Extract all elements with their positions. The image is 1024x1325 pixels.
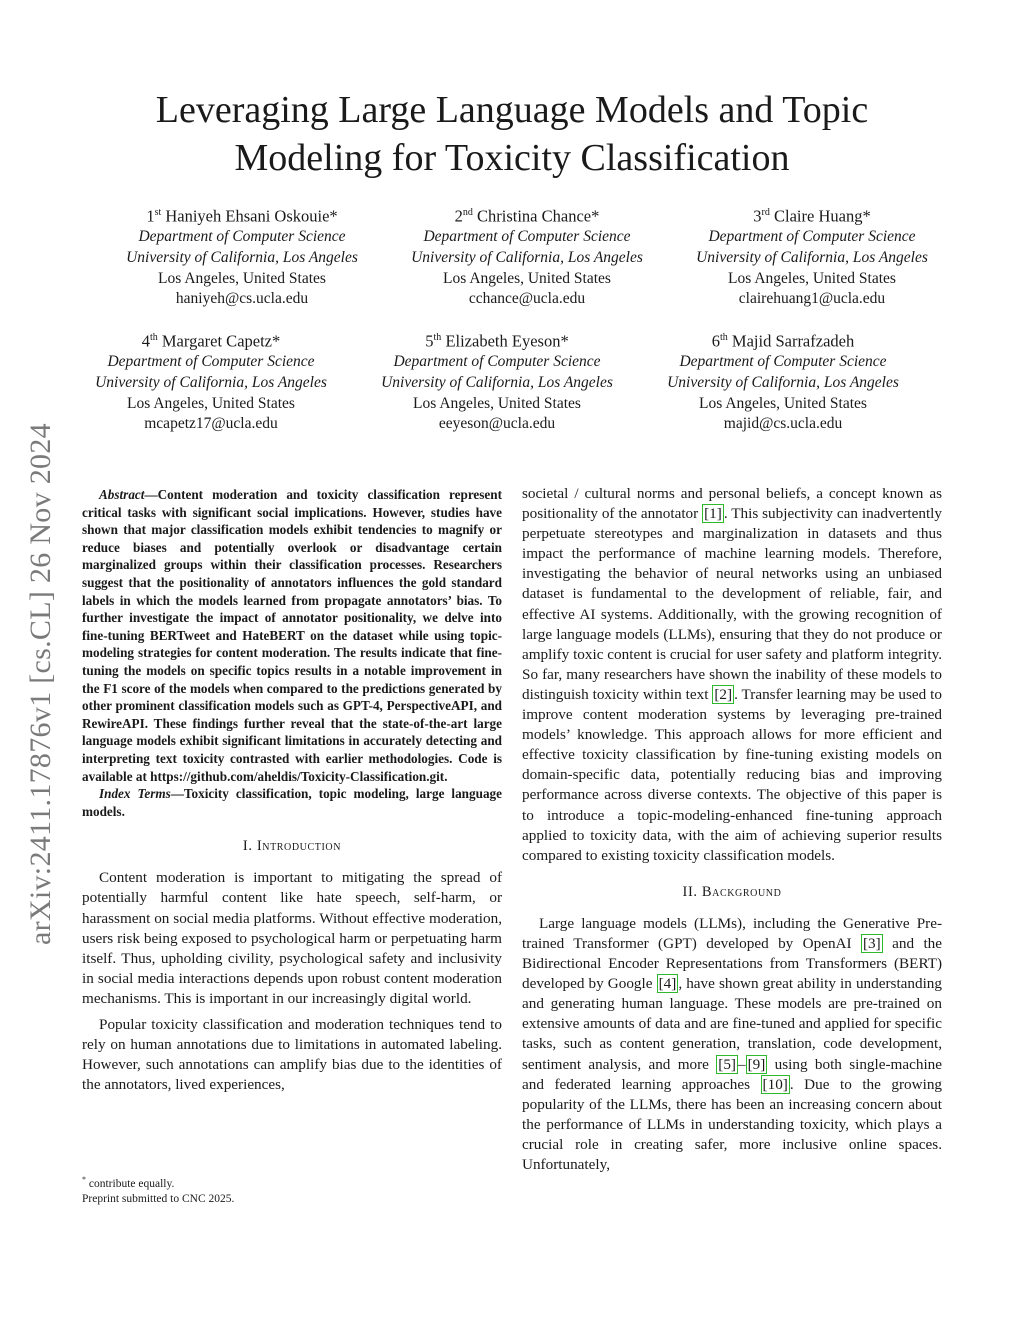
author-email[interactable]: eeyeson@ucla.edu [438,415,556,433]
author-department: Department of Computer Science [138,228,346,246]
background-paragraph: Large language models (LLMs), including the Generative Pre-trained Transformer (GPT) developed by OpenAI [3] and the Bidirectional Encoder Representations from Transformers (BERT) developed by Google [4] , have shown great ability in understanding and generating human language. These models are pre-trained on extensive amounts of data and are fine-tuned and applied for specific tasks, such as content generation, translation, code development, sentiment analysis, and more [5] – [9] using both single-machine and federated learning approaches [10] . Due to the growing popularity of the LLMs, there has been an increasing concern about the performance of LLMs in understanding toxicity, which plays a crucial role in creating safer, more inclusive online spaces. Unfortunately, [522,914,943,1173]
author-department: Department of Computer Science [708,228,916,246]
arxiv-side-stamp: arXiv:2411.17876v1 [cs.CL] 26 Nov 2024 [24,423,57,945]
citation-link[interactable]: [10] [762,1075,788,1093]
footnote-preprint: Preprint submitted to CNC 2025. [82,1193,235,1206]
intro-paragraph-1: Content moderation is important to mitigating the spread of potentially harmful content like hate speech, self-harm, or harassment on social media platforms. Without effective moderation, users risk being exposed to psychological harm or perpetuating harm itself. Thus, upholding civility, psychological safety and inclusivity in social media interactions depends upon robust content moderation mechanisms. This is important in our increasingly digital world. [82,869,502,1007]
author-university: University of California, Los Angeles [381,373,613,391]
abstract [82,486,502,820]
section-heading-introduction: I. Introduction [242,838,342,855]
author-name: 2nd Christina Chance* [454,206,600,226]
author-city: Los Angeles, United States [413,394,581,412]
index-terms-text: —Toxicity classification, topic modeling, large language models. [82,786,502,819]
author-department: Department of Computer Science [423,228,631,246]
author-name: 6th Majid Sarrafzadeh [711,331,855,351]
citation-link[interactable]: [5] [718,1055,736,1073]
author-email[interactable]: majid@cs.ucla.edu [723,415,843,433]
author-name: 5th Elizabeth Eyeson* [425,331,569,351]
author-block [352,328,642,435]
author-email[interactable]: haniyeh@cs.ucla.edu [175,290,309,308]
author-block [638,328,928,435]
citation-link[interactable]: [2] [714,685,733,703]
author-name: 3rd Claire Huang* [753,206,871,226]
author-university: University of California, Los Angeles [696,248,928,266]
footnote-equal-contribution: * contribute equally. [82,1175,175,1190]
author-name: 1st Haniyeh Ehsani Oskouie* [146,206,338,226]
author-block [97,203,387,310]
right-column [522,484,942,1175]
citation-link[interactable]: [1] [704,505,722,523]
citation-link[interactable]: [4] [658,975,677,993]
footnotes [82,1172,502,1208]
author-city: Los Angeles, United States [443,269,611,287]
abstract-label: Abstract [99,487,145,502]
section-heading-background: II. Background [682,883,782,900]
index-terms-label: Index Terms [99,786,171,802]
author-city: Los Angeles, United States [127,394,295,412]
author-block [667,203,957,310]
abstract-text: —Content moderation and toxicity classification represent critical tasks with significant social implications. However, studies have shown that major classification models exhibit tendencies to magnify or reduce biases and potentially overlook or disadvantage certain marginalized groups within their classification processes. Researchers suggest that the positionality of annotators influences the gold standard labels in which the models learned from propagate annotators’ bias. To further investigate the impact of annotator positionality, we delve into fine-tuning BERTweet and HateBERT on the dataset while using topic-modeling strategies for content moderation. The results indicate that fine-tuning the models on specific topics results in a notable improvement in the F1 score of the models when compared to the predictions generated by other prominent classification models such as GPT-4, PerspectiveAPI, and RewireAPI. These findings further reveal that the state-of-the-art large language models exhibit significant limitations in accurately detecting and interpreting text toxicity contrasted with earlier methodologies. Code is available at https://github.com/aheldis/Toxicity-Classification.git. [82,487,502,784]
intro-paragraph-2: Popular toxicity classification and moderation techniques tend to rely on human annotations due to limitations in automated labeling. However, such annotations can amplify bias due to the identities of the annotators, lived experiences, [82,1016,502,1094]
author-city: Los Angeles, United States [728,269,896,287]
title-line-2: Modeling for Toxicity Classification [234,137,790,179]
author-university: University of California, Los Angeles [411,248,643,266]
author-email[interactable]: clairehuang1@ucla.edu [738,290,886,308]
author-block [382,203,672,310]
citation-link[interactable]: [9] [747,1055,766,1073]
author-name: 4th Margaret Capetz* [141,331,281,351]
left-column [82,486,502,1095]
author-department: Department of Computer Science [107,353,315,371]
author-department: Department of Computer Science [393,353,601,371]
author-email[interactable]: mcapetz17@ucla.edu [144,415,278,433]
author-email[interactable]: cchance@ucla.edu [468,290,586,308]
author-university: University of California, Los Angeles [95,373,327,391]
intro-continuation: societal / cultural norms and personal beliefs, a concept known as positionality of the annotator [1] . This subjectivity can inadvertently perpetuate stereotypes and marginalization in datasets and thus impact the performance of machine learning models. Therefore, investigating the behavior of neural networks using an unbiased dataset is fundamental to the development of reliable, fair, and effective AI systems. Additionally, with the growing recognition of large language models (LLMs), ensuring that they do not produce or amplify toxic content is crucial for user safety and platform integrity. So far, many researchers have shown the inability of these models to distinguish toxicity within text [2] . Transfer learning may be used to improve content moderation systems by leveraging pre-trained models’ knowledge. This approach allows for more efficient and effective toxicity classification by fine-tuning existing models on domain-specific data, potentially reducing bias and improving performance across diverse contexts. The objective of this paper is to introduce a topic-modeling-enhanced fine-tuning approach applied to toxicity data, with the aim of achieving superior results compared to existing toxicity classification models. [522,485,942,864]
author-block [66,328,356,435]
author-city: Los Angeles, United States [158,269,326,287]
author-university: University of California, Los Angeles [126,248,358,266]
author-university: University of California, Los Angeles [667,373,899,391]
author-department: Department of Computer Science [679,353,887,371]
title-line-1: Leveraging Large Language Models and Topic [155,89,869,131]
paper-title [60,86,964,182]
citation-link[interactable]: [3] [863,934,881,952]
author-city: Los Angeles, United States [699,394,867,412]
